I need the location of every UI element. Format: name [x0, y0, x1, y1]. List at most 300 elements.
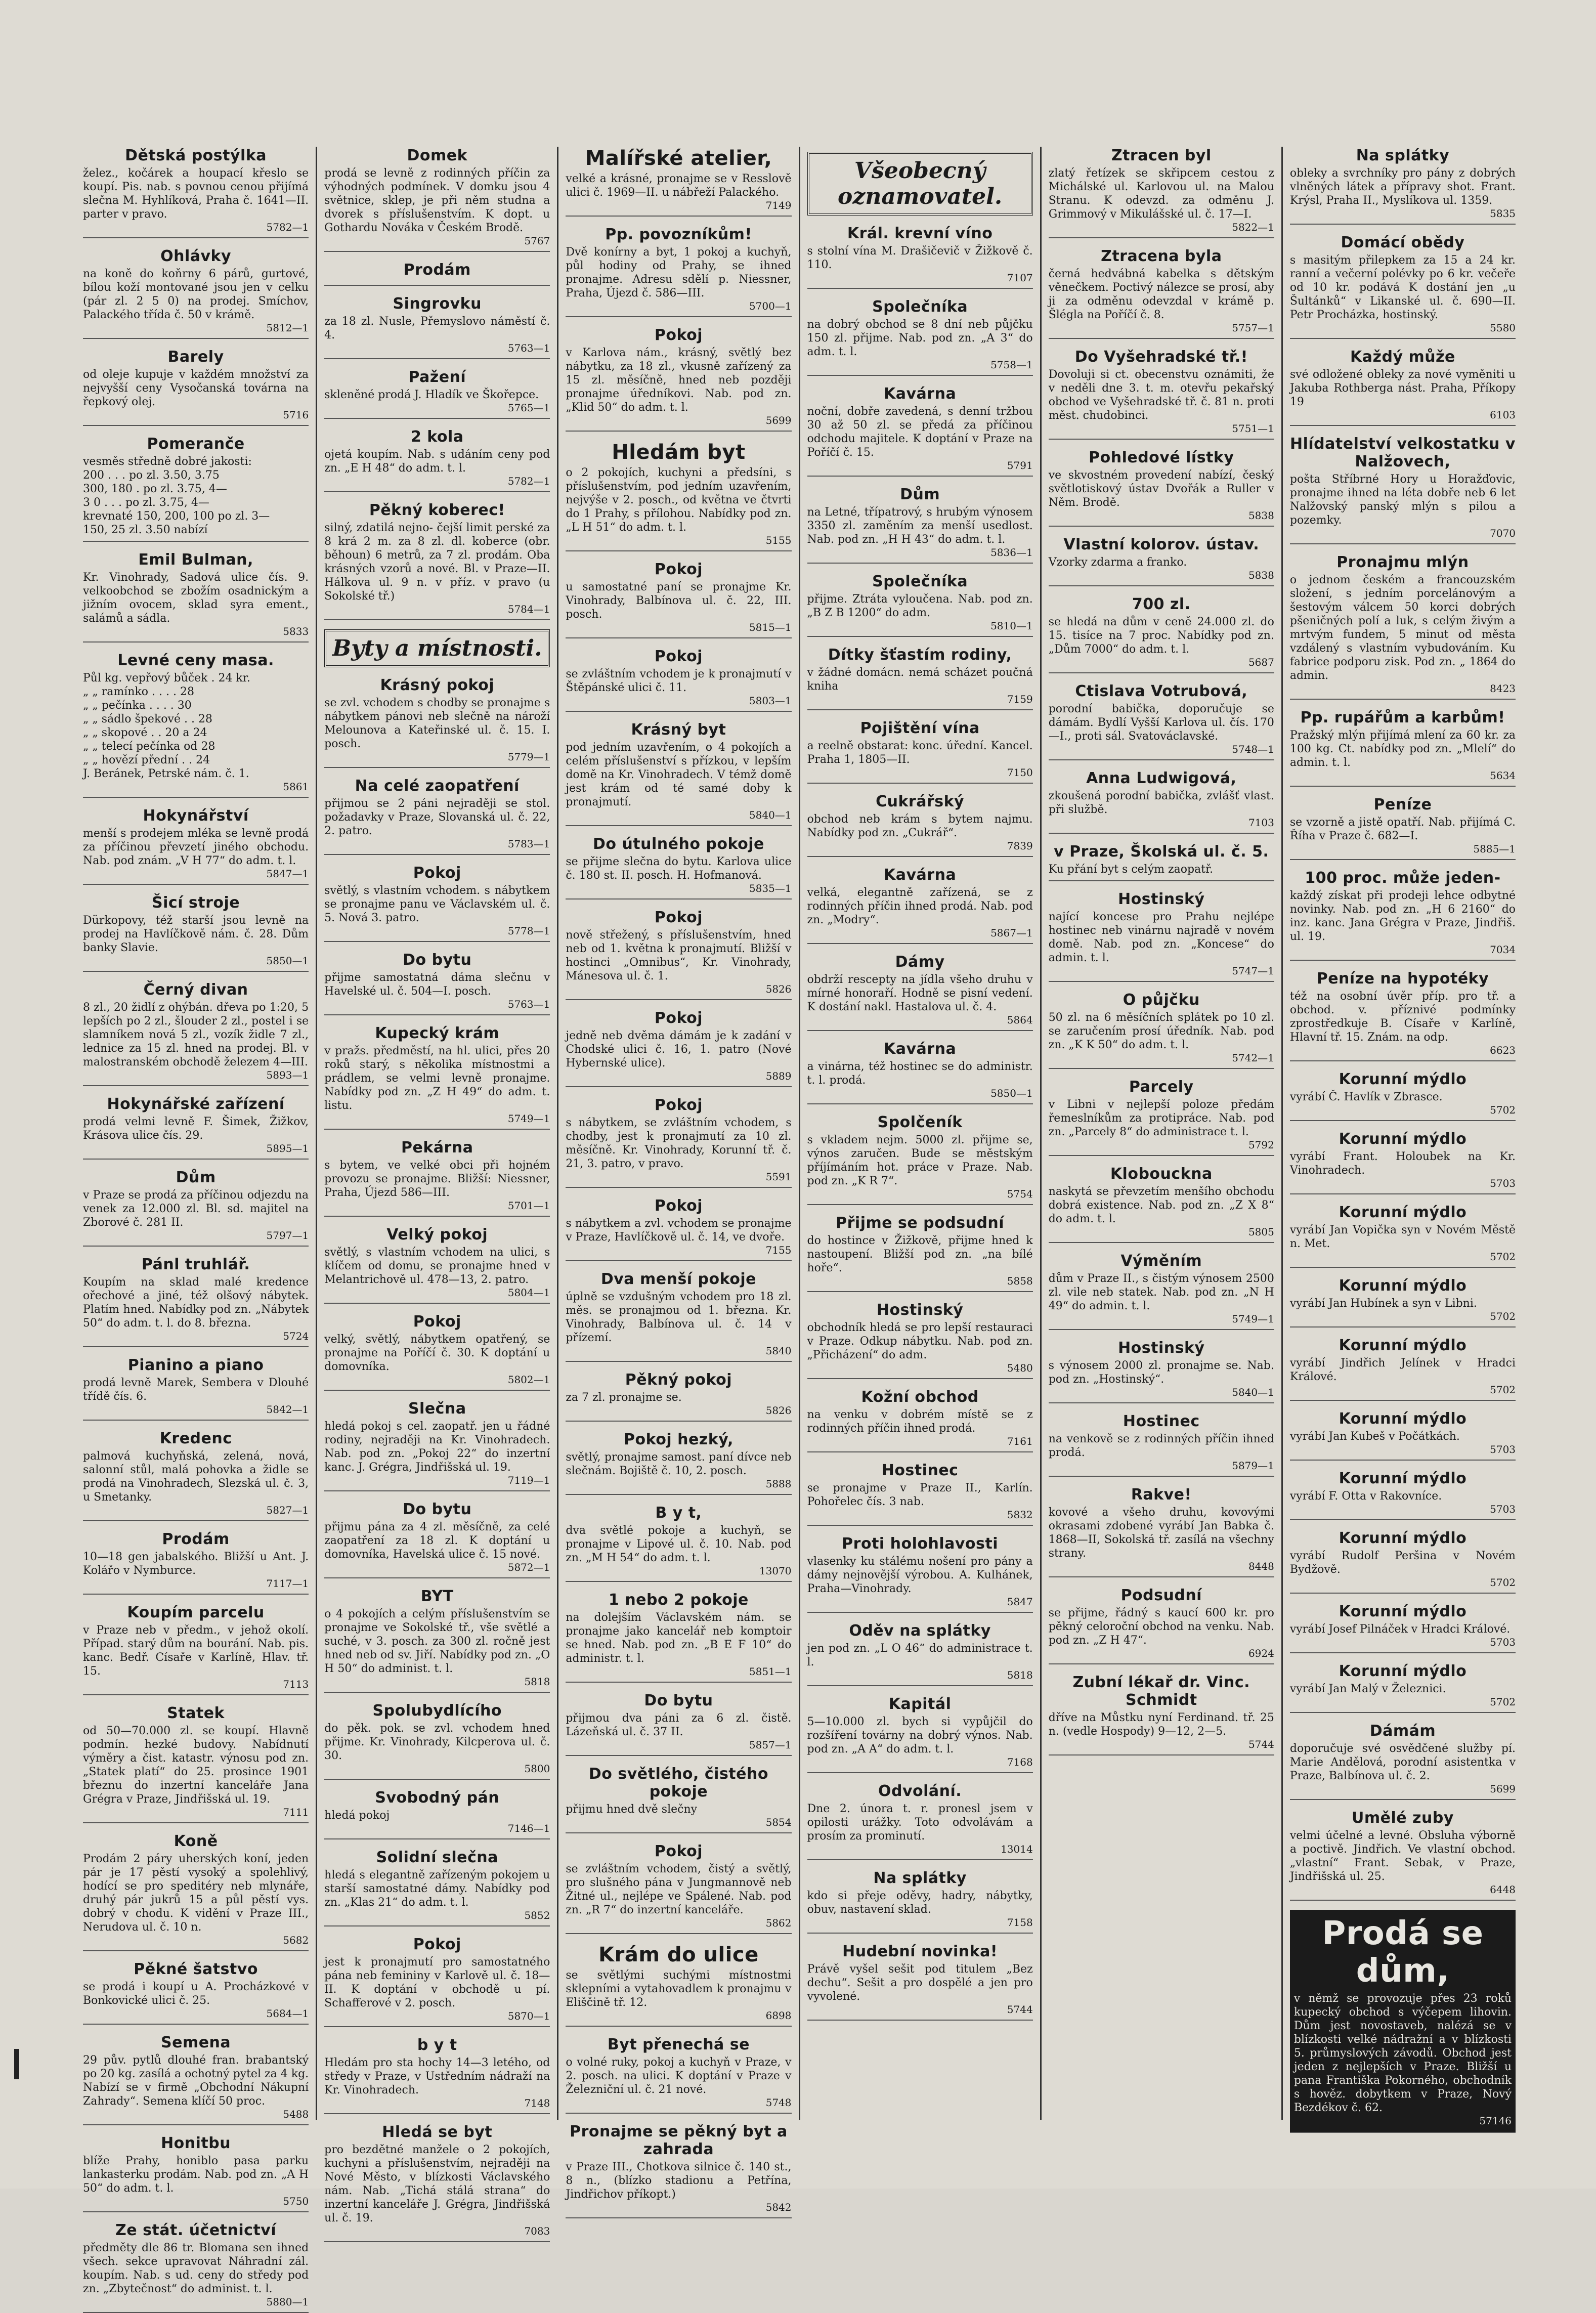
ad-text: světlý, s vlastním vchodem na ulici, s klíčem od domu, se pronajme hned v Melantrichově ul. 478—13, 2. patro.: [324, 1246, 550, 1286]
ad-title: Pokoj: [654, 326, 703, 344]
ad-title: v Praze, Školská ul. č. 5.: [1054, 843, 1269, 861]
classified-ad: [83, 2034, 309, 2125]
ad-text: dům v Praze II., s čistým výnosem 2500 zl. vile neb statek. Nab. pod zn. „N H 49“ do admin. t. l.: [1048, 1272, 1274, 1312]
ad-number: 7839: [1007, 840, 1033, 852]
classified-ad: [807, 573, 1033, 637]
ad-text: se vzorně a jistě opatří. Nab. přijímá C. Říha v Praze č. 682—I.: [1289, 816, 1516, 842]
classified-ad: [807, 1943, 1033, 2021]
ad-text: velmi účelné a levné. Obsluha výborně a poctivě. Jindřich. Ve vlastní obchod. „vlastní“ Frant. Sebak, v Praze, Jindřišská ul. 25.: [1289, 1829, 1516, 1883]
classified-ad: [566, 1270, 791, 1362]
classified-ad: [807, 866, 1033, 944]
ad-text: J. Beránek, Petrské nám. č. 1.: [83, 767, 249, 780]
ad-text: zlatý řetízek se skřipcem cestou z Michálské ul. Karlovou ul. na Malou Stranu. K odevzd. za odměnu J. Grimmový v Mikulášské ul. č. 17—I.: [1048, 167, 1274, 221]
ad-text: na koně do koňrny 6 párů, gurtové, bílou koží montované jsou jen v celku (pár zl. 2 5 0) na prodej. Smíchov, Palackého třída č. 50 v krámě.: [83, 268, 309, 321]
classified-ad: [83, 1169, 309, 1247]
ad-number: 7034: [1490, 944, 1516, 956]
classified-ad: [1049, 890, 1274, 982]
ad-number: 5842—1: [266, 1403, 309, 1416]
classified-ad: [324, 1789, 550, 1839]
price-row: „ „ skopové . . 20 a 24: [83, 726, 207, 739]
ad-number: 5703: [1490, 1636, 1516, 1648]
ad-title: Prodám: [162, 1530, 230, 1548]
ad-number: 8423: [1490, 682, 1516, 695]
ad-number: 7168: [1007, 1756, 1033, 1768]
classified-ad: [807, 486, 1033, 564]
ad-number: 8448: [1248, 1560, 1274, 1572]
price-row: 150, 25 zl. 3.50 nabízí: [83, 524, 208, 536]
ad-title: Šicí stroje: [152, 894, 240, 912]
ad-title: Ztracen byl: [1111, 147, 1212, 164]
ad-number: 7149: [765, 199, 792, 211]
ad-number: 5840: [765, 1345, 792, 1357]
ad-number: 7150: [1007, 766, 1033, 779]
ad-text: ojetá koupím. Nab. s udáním ceny pod zn. „E H 48“ do adm. t. l.: [324, 448, 550, 475]
classified-ad: [324, 2036, 550, 2114]
ad-title: Pokoj: [413, 1936, 461, 1953]
ad-number: 5872—1: [507, 1561, 550, 1573]
classified-ad: [1290, 970, 1516, 1061]
ad-title: Kapitál: [888, 1695, 952, 1713]
ad-text: v Praze III., Chotkova silnice č. 140 st., 8 n., (blízko stadionu a Petřína, Jindřichov příkopt.): [566, 2161, 792, 2201]
ad-number: 6448: [1490, 1883, 1516, 1896]
ad-title: Vlastní kolorov. ústav.: [1063, 536, 1260, 553]
ad-title: Hostinský: [876, 1301, 964, 1319]
ad-number: 5702: [1490, 1104, 1516, 1116]
classified-ad: [83, 551, 309, 642]
ad-number: 5779—1: [507, 751, 550, 763]
ad-number: 5591: [765, 1171, 792, 1183]
ad-text: též na osobní úvěr příp. pro tř. a obchod. v. příznivé podmínky zprostředkuje B. Císaře v Karlíně, Hlavní tř. 15. Znám. na odp.: [1289, 990, 1516, 1044]
ad-title: Ze stát. účetnictví: [115, 2221, 277, 2239]
ad-text: Dürkopovy, též starší jsou levně na prodej na Havlíčkově nám. č. 28. Dům banky Slavie.: [83, 914, 309, 954]
ad-number: 5867—1: [990, 927, 1033, 939]
ad-text: prodá se levně z rodinných příčin za výhodných podmínek. V domku jsou 4 světnice, sklep, je při něm studna a dvorek s příslušenstvím. K dopt. u Gothardu Nováka v Českém Brodě.: [324, 167, 550, 234]
classified-ad: [1290, 1809, 1516, 1901]
classified-ad: [566, 1692, 791, 1756]
price-row: „ „ telecí pečínka od 28: [83, 740, 215, 753]
classified-ad: [566, 1765, 791, 1833]
ad-title: Dva menší pokoje: [600, 1270, 757, 1288]
ad-text: v pražs. předměstí, na hl. ulici, přes 20 roků starý, s několika místnostmi a prádlem, se velmi levně pronajme. Nabídky pod zn. „Z H 49“ do adm. t. listu.: [324, 1045, 550, 1112]
ad-number: 5782—1: [507, 475, 550, 487]
ad-number: 5758—1: [990, 359, 1033, 371]
ad-text: hledá s elegantně zařízeným pokojem u starší samostatné dámy. Nabídky pod zn. „Klas 21“ do adm. t. l.: [324, 1869, 550, 1909]
classified-ad: [83, 1095, 309, 1160]
ad-title: Byt přenechá se: [607, 2036, 750, 2053]
classified-ad: [566, 2036, 791, 2114]
price-row: 300, 180 . po zl. 3.75, 4—: [83, 483, 227, 495]
ad-number: 5791: [1007, 459, 1033, 472]
ad-text: hledá pokoj s cel. zaopatř. jen u řádné rodiny, nejraději na Kr. Vinohradech. Nab. pod zn. „Pokoj 22“ do inzertní kanc. J. Grégra, Jindřišská ul. 19.: [324, 1420, 550, 1474]
ad-text: přijmou se 2 páni nejraději se stol. požadavky v Praze, Slovanská ul. č. 22, 2. patro.: [324, 797, 550, 837]
classified-ad: [1290, 147, 1516, 225]
ad-title: Rakve!: [1131, 1486, 1192, 1504]
classified-ad: [324, 1702, 550, 1780]
classified-ad: [1049, 147, 1274, 238]
ad-text: silný, zdatilá nejno- čejší limit perské za 8 krá 2 m. za 8 zl. dl. koberce (obr. běhoun) 6 metrů, za 7 zl. prodám. Oba krásných vzorů a nové. Bl. v Praze—II. Hálkova ul. 9 n. v příz. v pravo (u Sokolské tř.): [324, 522, 550, 603]
ad-title: 700 zl.: [1132, 595, 1191, 613]
ad-text: na dobrý obchod se 8 dní neb půjčku 150 zl. přijme. Nab. pod zn. „A 3“ do adm. t. l.: [807, 318, 1033, 358]
classified-ad: [566, 2123, 791, 2218]
ad-title: Pronajme se pěkný byt a zahrada: [570, 2123, 788, 2158]
ad-text: se hledá na dům v ceně 24.000 zl. do 15. tisíce na 7 proc. Nabídky pod zn. „Dům 7000“ do adm. t. l.: [1048, 616, 1274, 656]
ad-title: Kavárna: [884, 385, 957, 403]
ad-text: 5—10.000 zl. bych si vypůjčil do rozšíření továrny na dobrý výnos. Nab. pod zn. „A A“ do adm. t. l.: [807, 1716, 1033, 1755]
ad-number: 5765—1: [507, 402, 550, 414]
classified-ad: [324, 147, 550, 252]
ad-number: 5702: [1490, 1310, 1516, 1322]
ad-text: Dne 2. února t. r. pronesl jsem v opilosti urážky. Toto odvolávám a prosím za prominutí.: [807, 1803, 1033, 1843]
ad-title: Solidní slečna: [376, 1849, 498, 1866]
ad-text: Dovoluji si ct. obecenstvu oznámiti, že v neděli dne 3. t. m. otevřu pekařský obchod ve Vyšehradské tř. č. 81 n. proti měst. chudobinci.: [1048, 368, 1274, 422]
classified-ad: [324, 368, 550, 419]
ad-number: 5803—1: [749, 695, 792, 707]
ad-title: Ohlávky: [160, 247, 232, 265]
ad-title: 100 proc. může jeden-: [1305, 869, 1501, 887]
ad-title: Singrovku: [393, 295, 482, 313]
classified-ad: [807, 385, 1033, 477]
ad-text: se zvláštním vchodem je k pronajmutí v Štěpánské ulici č. 11.: [566, 668, 792, 694]
ad-title: Hudební novinka!: [842, 1943, 998, 1960]
ad-number: 5749—1: [507, 1112, 550, 1125]
ad-text: s nábytkem a zvl. vchodem se pronajme v Praze, Havlíčkově ul. č. 14, ve dvoře.: [566, 1217, 792, 1244]
classified-ad: [566, 326, 791, 432]
ad-text: prodá velmi levně F. Šimek, Žižkov, Krásova ulice čís. 29.: [83, 1116, 309, 1142]
ad-number: 5782—1: [266, 221, 309, 233]
classified-ad: [566, 1591, 791, 1683]
ad-number: 5870—1: [507, 2010, 550, 2022]
ad-title: Barely: [167, 348, 224, 366]
ad-title: Kupecký krám: [375, 1024, 500, 1042]
ad-number: 7107: [1007, 272, 1033, 284]
ad-number: 5805: [1248, 1226, 1274, 1238]
ad-text: s výnosem 2000 zl. pronajme se. Nab. pod zn. „Hostinský“.: [1048, 1359, 1274, 1386]
ad-title: Pokoj: [413, 1313, 461, 1331]
classified-ad: [83, 1530, 309, 1595]
ad-column-1: [76, 147, 317, 2308]
classified-ad: [324, 864, 550, 942]
ad-text: Dvě konírny a byt, 1 pokoj a kuchyň, půl hodiny od Prahy, se ihned pronajme. Adresu sdělí p. Niessner, Praha, Újezd č. 586—III.: [566, 246, 792, 299]
ad-title: Pojištění vína: [860, 719, 980, 737]
ad-text: přijmu hned dvě slečny: [566, 1803, 698, 1816]
classified-ad: [83, 147, 309, 238]
ad-title: Na splátky: [1356, 147, 1450, 164]
ad-number: 5480: [1007, 1362, 1033, 1374]
classified-ad: [1049, 1339, 1274, 1403]
ad-title: Pokoj: [654, 561, 703, 578]
classified-ad: [1049, 682, 1274, 760]
price-row: vesměs středně dobré jakosti:: [83, 455, 252, 468]
ad-text: blíže Prahy, honiblo pasa parku lankasterku prodám. Nab. pod zn. „A H 50“ do adm. t. l.: [83, 2155, 309, 2195]
ad-text: jest k pronajmutí pro samostatného pána neb femininy v Karlově ul. č. 18—II. K doptání v obchodě u pí. Schafferové v 2. posch.: [324, 1956, 550, 2009]
ad-text: vyrábí Josef Pilnáček v Hradci Králové.: [1289, 1623, 1511, 1636]
ad-title: Domek: [407, 147, 468, 164]
ad-text: Kr. Vinohrady, Sadová ulice čís. 9. velkoobchod se zbožím osadnickým a jižním ovocem, sklad syra ement., salámů a sádla.: [83, 571, 309, 625]
ad-title: Korunní mýdlo: [1339, 1070, 1467, 1088]
ad-title: Pánl truhlář.: [141, 1256, 250, 1273]
classified-ad: [566, 648, 791, 712]
ad-column-6: [1283, 147, 1523, 2127]
ad-title: Pohledové lístky: [1089, 449, 1234, 466]
ad-text: doporučuje své osvědčené služby pí. Marie Andělová, porodní asistentka v Praze, Balbínova ul. č. 2.: [1289, 1742, 1516, 1782]
price-list: [83, 455, 309, 537]
ad-text: přijmou dva páni za 6 zl. čistě. Lázeňská ul. č. 37 II.: [566, 1712, 792, 1738]
ad-number: 5851—1: [749, 1665, 792, 1678]
ad-text: vlasenky ku stálému nošení pro pány a dámy nejnovější výrobou. A. Kulhánek, Praha—Vinohrady.: [807, 1555, 1033, 1595]
ad-number: 5840—1: [749, 809, 792, 821]
classified-ad: [807, 1622, 1033, 1686]
ad-number: 7111: [283, 1806, 309, 1818]
classified-ad: [83, 807, 309, 885]
ad-number: 13070: [759, 1565, 792, 1577]
ad-title: 2 kola: [410, 428, 464, 446]
ad-text: do hostince v Žižkově, přijme hned k nastoupení. Bližší pod zn. „na bílé hoře“.: [807, 1234, 1033, 1274]
classified-ad: [807, 1040, 1033, 1104]
ad-title: Domácí obědy: [1341, 234, 1465, 251]
classified-ad: [807, 1214, 1033, 1292]
classified-ad: [324, 261, 550, 286]
ad-title: Pokoj: [654, 1843, 703, 1860]
ad-number: 5763—1: [507, 998, 550, 1010]
ad-text: za 18 zl. Nusle, Přemyslovo náměstí č. 4.: [324, 315, 550, 341]
classified-ad: [807, 1535, 1033, 1613]
ad-number: 5699: [1490, 1783, 1516, 1795]
ad-title: Na celé zaopatření: [355, 777, 520, 795]
classified-ad: [807, 1462, 1033, 1526]
ad-text: s stolní vína M. Drašičevič v Žižkově č. 110.: [807, 245, 1033, 271]
ad-text: vyrábí Jindřich Jelínek v Hradci Králové.: [1289, 1357, 1516, 1383]
ad-text: s masitým přilepkem za 15 a 24 kr. ranní a večerní polévky po 6 kr. večeře od 10 kr. podává K dostání jen „u Šultánků“ v Likanské ul. č. 690—II. Petr Procházka, hostinský.: [1289, 254, 1516, 321]
ad-text: v Praze se prodá za příčinou odjezdu na venek za 12.000 zl. Bl. sd. majitel na Zborové č. 281 II.: [83, 1189, 309, 1229]
classified-ad: [807, 719, 1033, 784]
ad-number: 5880—1: [266, 2296, 309, 2308]
ad-title: Pokoj: [413, 864, 461, 882]
ad-text: dva světlé pokoje a kuchyň, se pronajme v Lipové ul. č. 10. Nab. pod zn. „M H 54“ do adm. t. l.: [566, 1524, 792, 1564]
ad-number: 7117—1: [266, 1577, 309, 1590]
ad-number: 5812—1: [266, 322, 309, 334]
ad-number: 5854: [765, 1816, 792, 1828]
ad-title: Každý může: [1350, 348, 1455, 366]
classified-ad: [807, 1695, 1033, 1773]
ad-number: 6924: [1248, 1647, 1274, 1659]
classified-ad: [1290, 435, 1516, 544]
price-row: krevnaté 150, 200, 100 po zl. 3—: [83, 510, 270, 523]
classified-ad: [566, 1943, 791, 2027]
classified-ad: [1290, 1662, 1516, 1713]
ad-title: Spolubydlícího: [372, 1702, 502, 1720]
classified-ad: [1049, 1252, 1274, 1330]
ad-number: 13014: [1001, 1843, 1033, 1855]
ad-text: každý získat při prodeji lehce odbytné novinky. Nab. pod zn. „H 6 2160“ do inz. kanc. Jana Grégra v Praze, Jindřiš. ul. 19.: [1289, 889, 1516, 943]
ad-number: 5847: [1007, 1596, 1033, 1608]
classified-ad: [324, 2123, 550, 2242]
ad-title: Korunní mýdlo: [1339, 1277, 1467, 1295]
classified-ad: [807, 793, 1033, 857]
ad-number: 7113: [283, 1678, 309, 1690]
ad-text: světlý, pronajme samost. paní dívce neb slečnám. Bojiště č. 10, 2. posch.: [566, 1451, 792, 1477]
ad-title: Pekárna: [401, 1139, 473, 1156]
ad-text: vyrábí Frant. Holoubek na Kr. Vinohradech.: [1289, 1150, 1516, 1177]
ad-title: Pokoj: [654, 1197, 703, 1215]
classified-ad: [1049, 1165, 1274, 1243]
classified-ad: [566, 721, 791, 826]
ad-number: 5864: [1007, 1014, 1033, 1026]
ad-text: v Libni v nejlepší poloze předám řemeslníkům za protipráce. Nab. pod zn. „Parcely 8“ do administrace t. l.: [1048, 1098, 1274, 1138]
ad-number: 57146: [1479, 2115, 1512, 2127]
ad-title: Korunní mýdlo: [1339, 1603, 1467, 1620]
ad-title: Pěkný koberec!: [369, 501, 505, 519]
ad-title: Korunní mýdlo: [1339, 1529, 1467, 1547]
classified-ad: [83, 1256, 309, 1347]
classified-ad: [566, 1009, 791, 1087]
ad-number: 5797—1: [266, 1229, 309, 1241]
ad-text: v žádné domácn. nemá scházet poučná kniha: [807, 666, 1033, 693]
ad-text: vyrábí Rudolf Peršina v Novém Bydžově.: [1289, 1550, 1516, 1576]
ad-title: Prodám: [403, 261, 471, 279]
ad-text: obdrží rescepty na jídla všeho druhu v mírné honoraří. Hodně se pisní vedení. K dostání nakl. Hastalova ul. č. 4.: [807, 973, 1033, 1013]
classified-ad: [566, 1431, 791, 1495]
classified-ad: [566, 226, 791, 317]
ad-text: své odložené obleky za nové vyměniti u Jakuba Rothberga nást. Praha, Příkopy 19: [1289, 368, 1516, 408]
classified-ad: [1290, 1910, 1516, 2133]
ad-text: s vkladem nejm. 5000 zl. přijme se, výnos zaručen. Bude se městským příjímáním hot. práce v Praze. Nab. pod zn. „K R 7“.: [807, 1134, 1033, 1187]
ad-text: v Praze neb v předm., v jehož okolí. Případ. starý dům na bourání. Nab. pis. kanc. Bedř. Císaře v Karlíně, Hlav. tř. 15.: [83, 1624, 309, 1678]
ad-number: 5702: [1490, 1251, 1516, 1263]
ad-number: 5750: [283, 2195, 309, 2207]
ad-text: s nábytkem, se zvláštním vchodem, s chodby, jest k pronajmutí za 10 zl. měsíčně. Kr. Vinohrady, Korunní tř. č. 21, 3. patro, v pravo.: [566, 1117, 792, 1170]
classified-ad: [324, 1313, 550, 1391]
ad-title: Pokoj: [654, 648, 703, 665]
ad-text: pro bezdětné manžele o 2 pokojích, kuchyni a příslušenstvím, nejraději na Nové Město, v blízkosti Václavského nám. Nab. „Tichá stálá strana“ do inzertní kanceláře J. Grégra, Jindřišská ul. č. 19.: [324, 2144, 550, 2224]
ad-title: Umělé zuby: [1352, 1809, 1454, 1827]
classified-ad: [1290, 709, 1516, 787]
classified-ad: [807, 646, 1033, 710]
ad-title: Do útulného pokoje: [592, 835, 764, 853]
ad-number: 7083: [524, 2225, 550, 2237]
ad-title: Výměním: [1120, 1252, 1202, 1270]
classified-ad: [83, 1430, 309, 1521]
ad-number: 6623: [1490, 1044, 1516, 1056]
classified-ad: [1290, 1277, 1516, 1327]
classified-ad: [807, 953, 1033, 1031]
ad-title: Pažení: [408, 368, 466, 386]
ad-number: 5857—1: [749, 1739, 792, 1751]
classified-ad: [324, 1024, 550, 1130]
ad-title: Podsudní: [1120, 1587, 1202, 1604]
ad-title: Král. krevní víno: [847, 225, 993, 242]
classified-ad: [807, 1113, 1033, 1205]
ad-text: se pronajme v Praze II., Karlín. Pohořelec čís. 3 nab.: [807, 1482, 1033, 1508]
ad-text: obleky a svrchníky pro pány z dobrých vlněných látek a přípravy shot. Frant. Krýsl, Praha II., Myslíkova ul. 1359.: [1289, 167, 1516, 207]
ad-title: Hokynářství: [143, 807, 249, 825]
ad-number: 5826: [765, 1404, 792, 1417]
ad-number: 5835—1: [749, 882, 792, 894]
ad-text: a reelně obstarat: konc. úřední. Kancel. Praha 1, 1805—II.: [807, 740, 1033, 766]
ad-title: Koupím parcelu: [127, 1604, 265, 1621]
classified-ad: [1049, 1412, 1274, 1477]
classified-ad: [83, 1832, 309, 1951]
ad-number: 5847—1: [266, 868, 309, 880]
ad-title: Statek: [167, 1704, 225, 1722]
ad-number: 6103: [1490, 409, 1516, 421]
classified-ad: [83, 894, 309, 972]
classified-ad: [1049, 595, 1274, 673]
ad-text: s bytem, ve velké obci při hojném provozu se pronajme. Bližší: Niessner, Praha, Újezd 586—III.: [324, 1159, 550, 1199]
ad-number: 5744: [1248, 1738, 1274, 1750]
ad-title: Pp. rupářům a karbům!: [1300, 709, 1505, 726]
classified-ad: [324, 1400, 550, 1491]
ad-title: Hlídatelství velkostatku v Nalžovech,: [1290, 435, 1516, 470]
ad-title: Pianino a piano: [127, 1356, 264, 1374]
ad-title: Pp. povozníkům!: [605, 226, 752, 243]
ad-title: Do bytu: [403, 1501, 472, 1518]
ad-number: 5702: [1490, 1384, 1516, 1396]
ad-title: Korunní mýdlo: [1339, 1204, 1467, 1221]
ad-title: BYT: [420, 1588, 454, 1605]
ad-title: Koně: [174, 1832, 218, 1850]
ad-title: Korunní mýdlo: [1339, 1130, 1467, 1148]
section-heading: Všeobecný oznamovatel.: [807, 152, 1033, 216]
classified-ad: [566, 1504, 791, 1582]
ad-text: od 50—70.000 zl. se koupí. Hlavně podmín. hezké budovy. Nabídnutí výměry a čist. katastr. výnosu pod zn. „Statek platí“ do 25. prosince 1901 březnu do inzertní kanceláře Jana Grégra v Praze, Jindřišská ul. 19.: [83, 1725, 309, 1806]
classified-ad: [324, 1139, 550, 1217]
ad-text: o 2 pokojích, kuchyni a předsíni, s příslušenstvím, pod jedním uzavřením, nejvýše v 2. posch., od května ve čtvrti do 1 Prahy, s přílohou. Nabídky pod zn. „L H 51“ do adm. t. l.: [566, 466, 792, 534]
ad-text: jedně neb dvěma dámám je k zadání v Chodské ulici č. 16, 1. patro (Nové Hybernské ulice).: [566, 1030, 792, 1069]
classified-ad: [324, 295, 550, 359]
classified-ad: [1049, 1078, 1274, 1156]
ad-text: kdo si přeje oděvy, hadry, nábytky, obuv, nastavení sklad.: [807, 1890, 1033, 1916]
classified-ad: [1290, 234, 1516, 339]
ad-number: 5818: [524, 1676, 550, 1688]
ad-number: 5699: [765, 414, 792, 426]
ad-text: vyrábí F. Otta v Rakovníce.: [1289, 1490, 1442, 1503]
ad-title: b y t: [417, 2036, 457, 2054]
ad-text: dříve na Můstku nyní Ferdinand. tř. 25 n. (vedle Hospody) 9—12, 2—5.: [1048, 1711, 1274, 1738]
ad-text: porodní babička, doporučuje se dámám. Bydlí Vyšší Karlova ul. čís. 170—I., proti sál. Svatováclavské.: [1048, 703, 1274, 743]
ad-text: se přijme slečna do bytu. Karlova ulice č. 180 st. II. posch. H. Hofmanová.: [566, 855, 792, 882]
ad-title: O půjčku: [1123, 991, 1200, 1009]
ad-number: 7146—1: [507, 1822, 550, 1834]
ad-number: 7103: [1248, 817, 1274, 829]
ad-number: 5810—1: [990, 620, 1033, 632]
ad-text: 29 pův. pytlů dlouhé fran. brabantský po 20 kg. zasílá a ochotný pytel za 4 kg. Nabízí se v firmě „Obchodní Nákupní Zahrady“. Semena klíčí 50 proc.: [83, 2054, 309, 2108]
ad-number: 5893—1: [266, 1069, 309, 1081]
ad-number: 5862: [765, 1917, 792, 1929]
classified-ad: [83, 1960, 309, 2025]
ad-text: Ku přání byt s celým zaopatř.: [1048, 863, 1214, 876]
ad-text: se zvláštním vchodem, čistý a světlý, pro slušného pána v Jungmannově neb Žitné ul., nejlépe ve Spálené. Nab. pod zn. „R 7“ do inzertní kanceláře.: [566, 1863, 792, 1916]
ad-title: Malířské atelier,: [585, 147, 772, 170]
ad-title: Ztracena byla: [1101, 247, 1222, 265]
ad-number: 7148: [524, 2097, 550, 2109]
ad-number: 5702: [1490, 1576, 1516, 1589]
ad-text: ve skvostném provedení nabízí, český světlotiskový ústav Dvořák a Ruller v Něm. Brodě.: [1048, 469, 1274, 509]
classified-ad: [1049, 843, 1274, 881]
classified-ad: [1290, 869, 1516, 961]
classified-ad: [1290, 1722, 1516, 1800]
ad-number: 5748: [765, 2096, 792, 2109]
classified-ad: [324, 1501, 550, 1578]
ad-title: Pokoj: [654, 909, 703, 926]
page-edge-mark: [14, 2049, 19, 2079]
ad-text: obchod neb krám s bytem najmu. Nabídky pod zn. „Cukrář“.: [807, 813, 1033, 839]
classified-ad: [83, 348, 309, 426]
ad-text: se světlými suchými místnostmi sklepními a vytahovadlem k pronajmu v Eliščině tř. 12.: [566, 1969, 792, 2009]
classified-ad: [83, 652, 309, 798]
ad-title: Korunní mýdlo: [1339, 1662, 1467, 1680]
ad-number: 5850—1: [990, 1087, 1033, 1099]
ad-text: přijme. Ztráta vyloučena. Nab. pod zn. „B Z B 1200“ do adm.: [807, 593, 1033, 619]
